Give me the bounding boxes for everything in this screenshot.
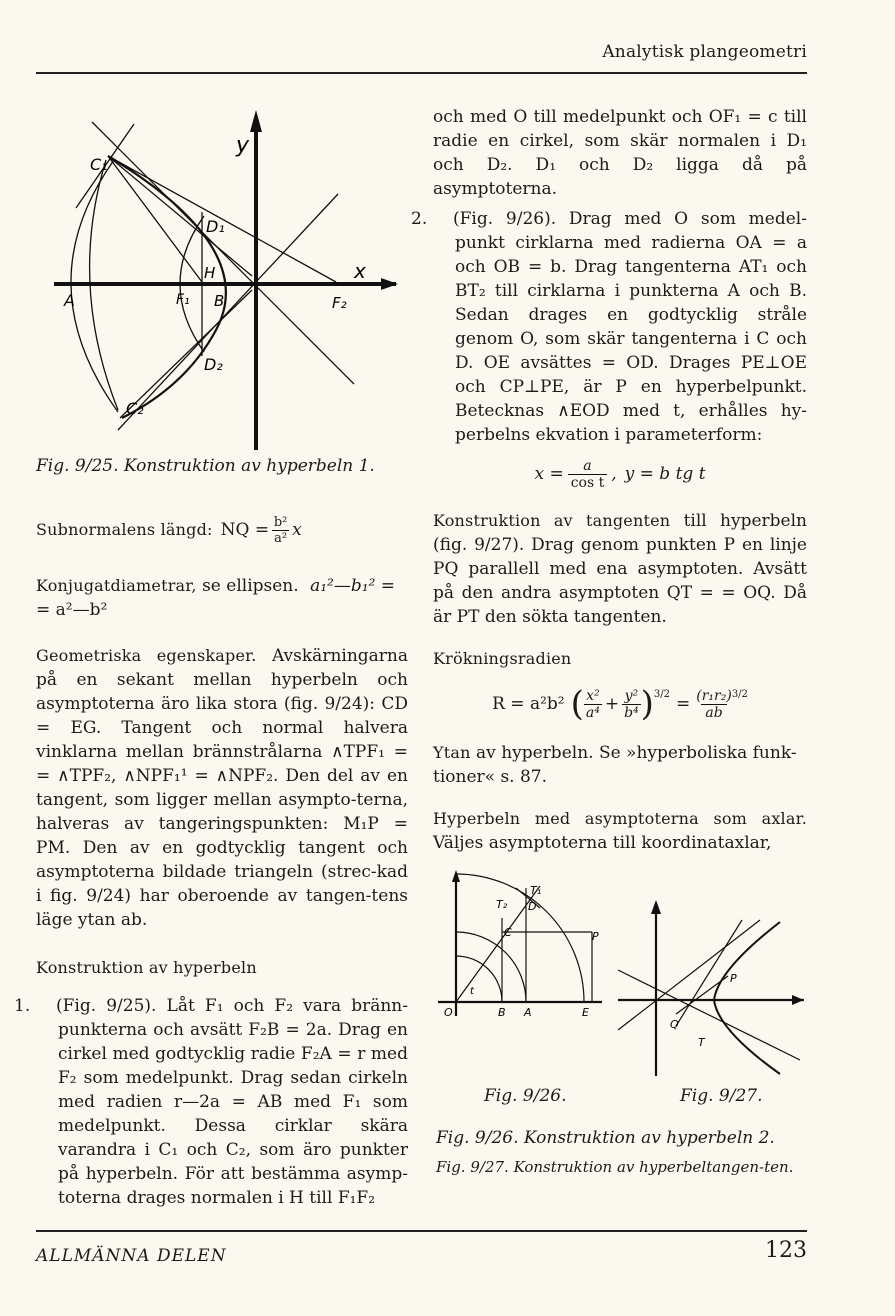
fig927-q-label: Q — [670, 1018, 679, 1031]
konjugat-formula-1: a₁²—b₁² = — [310, 576, 396, 596]
krok-term-1 — [584, 688, 602, 721]
fig925-d1-label: D₁ — [206, 217, 225, 236]
krok-rhs-num: (r₁r₂) — [696, 687, 732, 704]
tangent-lead: Konstruktion av tangenten — [433, 511, 671, 530]
geom-paragraph — [36, 644, 408, 932]
fig925-b-label: B — [214, 292, 225, 310]
fig926-t2-label: T₂ — [496, 898, 508, 911]
fig925-c1-label: C₁ — [90, 155, 108, 174]
figure-9-25 — [36, 100, 416, 460]
subnormal-den: a² — [274, 530, 288, 546]
figure-9-27 — [614, 890, 806, 1080]
param-fraction — [568, 458, 608, 491]
figure-9-26 — [436, 868, 604, 1028]
krokning-formula: R = a²b² ( $\frac{\text{x²}}{\text{a⁴}}$ + $\frac{\text{y²}}{\text{b⁴}}$ ) 3/2 = $\frac{\text{(r₁r₂)}}{ab}$ 3/2 — [492, 684, 748, 724]
subnormal-num: b² — [273, 514, 288, 530]
item-1-text: (Fig. 9/25). Låt F₁ och F₂ vara bränn-punkterna och avsätt F₂B = 2a. Drag en cirkel med godtycklig radie F₂A = r med F₂ som medelpunkt. Drag sedan cirkeln med radien r—2a = AB med F₁ som medelpunkt. Dessa cirklar skära varandra i C₁ och C₂, som äro punkter på hyperbeln. För att bestämma asymp-toterna drages normalen i H till F₁F₂ — [56, 996, 408, 1208]
konjugat-paragraph — [36, 574, 408, 622]
krok-t1-den: a⁴ — [585, 704, 600, 721]
fig925-f2-label: F₂ — [332, 294, 347, 312]
caption-fig-9-27: Fig. 9/27. Konstruktion av hyperbeltangen-ten. — [436, 1158, 794, 1176]
footer-section: ALLMÄNNA DELEN — [36, 1246, 227, 1266]
fig926-e-label: E — [582, 1006, 589, 1019]
left-column — [14, 508, 409, 1210]
asym-text: Väljes asymptoterna till koordinataxlar, — [433, 833, 772, 853]
ytan-paragraph — [433, 741, 807, 789]
item-1 — [14, 994, 408, 1210]
header-rule — [36, 72, 807, 74]
continuation-paragraph: och med O till medelpunkt och OF₁ = c till radie en cirkel, som skär normalen i D₁ och D₂. D₁ och D₂ ligga då på asymptoterna. — [433, 107, 807, 199]
item-2-number: 2. — [411, 209, 428, 229]
asym-lead: Hyperbeln med asymptoterna som axlar. — [433, 809, 807, 828]
krok-exp-1: 3/2 — [653, 689, 671, 700]
param-equation — [433, 451, 807, 497]
krok-eq: = — [676, 694, 691, 714]
fig-9-27-tag: Fig. 9/27. — [680, 1086, 763, 1106]
fig927-t-label: T — [698, 1036, 705, 1049]
item-2-text: (Fig. 9/26). Drag med O som medel-punkt cirklarna med radierna OA = a och OB = b. Drag tangenterna AT₁ och BT₂ till cirklarna i punkterna A och B. Sedan drages en godtycklig stråle genom O, som skär tangenterna i C och D. OE avsättes = OD. Drages PE⊥OE och CP⊥PE, är P en hyperbelpunkt. Betecknas ∧EOD med t, erhålles hy-perbelns ekvation i parameterform: — [453, 209, 807, 445]
right-column — [411, 105, 807, 855]
param-x-lhs: x = — [534, 464, 564, 484]
fig926-p-label: P — [592, 930, 599, 943]
tangent-text: till hyperbeln (fig. 9/27). Drag genom punkten P en linje PQ parallell med ena asymptoten. Avsätt på den andra asymptoten QT = = OQ. Då är PT den sökta tangenten. — [433, 511, 807, 627]
fig926-a-label: A — [524, 1006, 532, 1019]
krok-plus: + — [604, 694, 620, 714]
item-1-number: 1. — [14, 996, 31, 1016]
krokning-heading: Krökningsradien — [433, 649, 572, 668]
param-y-eq: y = b tg t — [624, 464, 706, 484]
fig925-x-label: x — [354, 259, 366, 283]
subnormal-line — [36, 508, 408, 552]
param-x-num: a — [583, 457, 592, 474]
krok-rhs-den: ab — [701, 704, 726, 721]
param-sep: , — [611, 464, 617, 484]
krok-t2-den: b⁴ — [624, 704, 639, 721]
subnormal-lhs: NQ = — [220, 520, 270, 540]
fig-9-26-tag: Fig. 9/26. — [484, 1086, 567, 1106]
subnormal-var: x — [292, 520, 302, 540]
krok-t1-num: x² — [586, 687, 600, 704]
krok-exp-2: 3/2 — [731, 689, 748, 700]
tangent-paragraph — [433, 509, 807, 629]
krok-rhs — [696, 688, 732, 721]
subnormal-fraction — [272, 515, 289, 546]
fig926-t-label: t — [470, 986, 474, 997]
caption-fig-9-25: Fig. 9/25. Konstruktion av hyperbeln 1. — [36, 456, 375, 476]
geom-lead: Geometriska egenskaper. — [36, 646, 257, 665]
fig925-h-label: H — [204, 264, 216, 282]
ytan-lead: Ytan — [433, 743, 471, 762]
konstruktion-heading: Konstruktion av hyperbeln — [36, 958, 257, 977]
fig925-d2-label: D₂ — [204, 355, 223, 374]
fig926-c-label: C — [504, 926, 512, 939]
item-2 — [411, 207, 807, 447]
asym-paragraph — [433, 807, 807, 855]
krok-t2-num: y² — [624, 687, 639, 704]
fig927-p-label: P — [730, 972, 737, 985]
fig925-y-label: y — [236, 133, 250, 158]
fig926-o-label: O — [444, 1006, 453, 1019]
param-x-den: cos t — [568, 474, 608, 491]
fig925-a-label: A — [64, 291, 75, 310]
krok-term-2 — [622, 688, 641, 721]
fig925-f1-label: F₁ — [176, 292, 190, 308]
page-number: 123 — [765, 1238, 807, 1263]
geom-text: Avskärningarna på en sekant mellan hyperbeln och asymptoterna äro lika stora (fig. 9/24): CD = EG. Tangent och normal halvera vinklarna mellan brännstrålarna ∧TPF₁ = = ∧TPF₂, ∧NPF₁¹ = ∧NPF₂. Den del av en tangent, som ligger mellan asympto-terna, halveras av tangeringspunkten: M₁P = PM. Den av en godtycklig tangent och asymptoterna bildade triangeln (strec-kad i fig. 9/24) har oberoende av tangen-tens läge ytan ab. — [36, 646, 409, 930]
caption-fig-9-26: Fig. 9/26. Konstruktion av hyperbeln 2. — [436, 1128, 775, 1148]
konjugat-lead: Konjugatdiametrar, — [36, 576, 197, 595]
fig926-d-label: D — [528, 900, 537, 913]
subnormal-label: Subnormalens längd: — [36, 520, 213, 539]
fig926-b-label: B — [498, 1006, 506, 1019]
konjugat-text: se ellipsen. — [202, 576, 299, 596]
krok-lhs: R = a²b² — [492, 694, 565, 714]
footer-rule — [36, 1230, 807, 1232]
konjugat-formula-2: = a²—b² — [36, 600, 108, 620]
fig926-t1-label: T₁ — [530, 884, 542, 897]
running-title: Analytisk plangeometri — [602, 42, 807, 62]
ytan-text: av hyperbeln. Se »hyperboliska funk-tioner« s. 87. — [433, 743, 797, 787]
fig925-c2-label: C₂ — [126, 399, 144, 418]
